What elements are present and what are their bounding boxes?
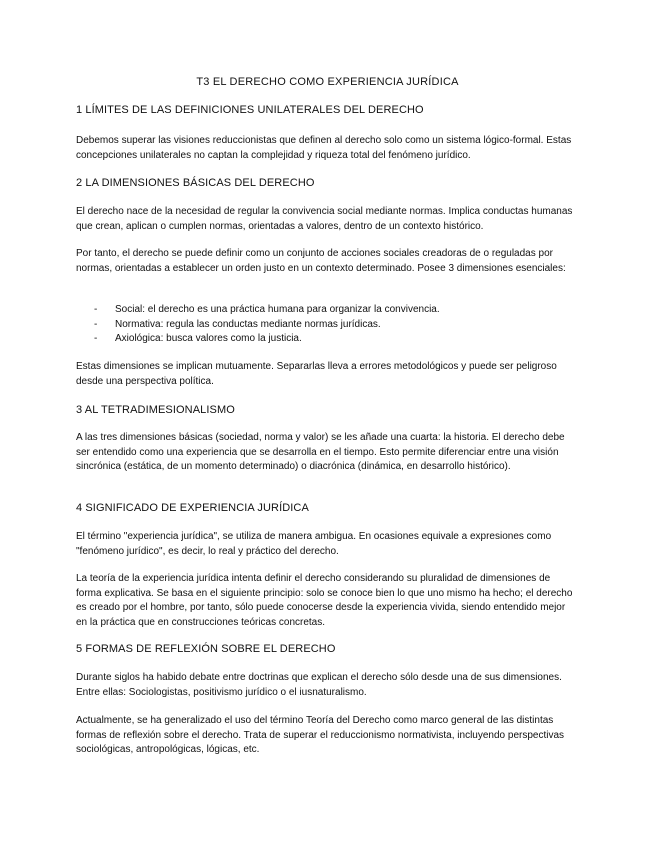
section-1-paragraph-1: Debemos superar las visiones reduccionistas que definen al derecho solo como un sistema lógico-formal. Estas concepciones unilaterales no captan la complejidad y riqueza total del fenómeno jurídico. <box>76 135 572 161</box>
list-item: - Axiológica: busca valores como la justicia. <box>94 332 574 347</box>
list-dash: - <box>94 304 98 315</box>
section-5-paragraph-2: Actualmente, se ha generalizado el uso del término Teoría del Derecho como marco general de las distintas formas de reflexión sobre el derecho. Trata de superar el reduccionismo normativista, incluyendo perspectivas sociológicas, antropológicas, lógicas, etc. <box>76 715 565 755</box>
section-1-heading: 1 LÍMITES DE LAS DEFINICIONES UNILATERALES DEL DERECHO <box>76 104 424 116</box>
section-3-heading: 3 AL TETRADIMESIONALISMO <box>76 404 235 416</box>
section-3-paragraph-1: A las tres dimensiones básicas (sociedad, norma y valor) se les añade una cuarta: la historia. El derecho debe ser entendido como una experiencia que se desarrolla en el tiempo. Esto permite diferenciar entre una visión sincrónica (estática, de un momento determinado) o diacrónica (dinámica, en desarrollo histórico). <box>76 432 565 472</box>
list-item: - Social: el derecho es una práctica humana para organizar la convivencia. <box>94 303 574 318</box>
section-2-closing: Estas dimensiones se implican mutuamente. Separarlas lleva a errores metodológicos y puede ser peligroso desde una perspectiva política. <box>76 361 557 387</box>
dimensions-list <box>94 303 574 347</box>
list-dash: - <box>94 333 98 344</box>
section-4-heading: 4 SIGNIFICADO DE EXPERIENCIA JURÍDICA <box>76 502 309 514</box>
list-item: - Normativa: regula las conductas mediante normas jurídicas. <box>94 318 574 333</box>
section-5-heading: 5 FORMAS DE REFLEXIÓN SOBRE EL DERECHO <box>76 643 336 655</box>
section-4-paragraph-1: El término "experiencia jurídica", se utiliza de manera ambigua. En ocasiones equivale a expresiones como "fenómeno jurídico", es decir, lo real y práctico del derecho. <box>76 531 552 557</box>
section-4-paragraph-2: La teoría de la experiencia jurídica intenta definir el derecho considerando su pluralidad de dimensiones de forma explicativa. Se basa en el siguiente principio: solo se conoce bien lo que uno mismo ha hecho; el derecho es creado por el hombre, por tanto, sólo puede conocerse desde la experiencia vivida, siendo entendido mejor en la práctica que en construcciones teóricas concretas. <box>76 573 573 628</box>
document-title: T3 EL DERECHO COMO EXPERIENCIA JURÍDICA <box>196 76 459 88</box>
section-2-heading: 2 LA DIMENSIONES BÁSICAS DEL DERECHO <box>76 177 315 189</box>
section-5-paragraph-1: Durante siglos ha habido debate entre doctrinas que explican el derecho sólo desde una de sus dimensiones. Entre ellas: Sociologistas, positivismo jurídico o el iusnaturalismo. <box>76 672 562 698</box>
section-2-paragraph-1: El derecho nace de la necesidad de regular la convivencia social mediante normas. Implica conductas humanas que crean, aplican o cumplen normas, orientadas a valores, dentro de un contexto histórico. <box>76 206 573 232</box>
list-dash: - <box>94 318 98 330</box>
section-2-paragraph-2: Por tanto, el derecho se puede definir como un conjunto de acciones sociales creadoras de o reguladas por normas, orientadas a establecer un orden justo en un contexto determinado. Posee 3 dimensiones esenciales: <box>76 248 566 274</box>
